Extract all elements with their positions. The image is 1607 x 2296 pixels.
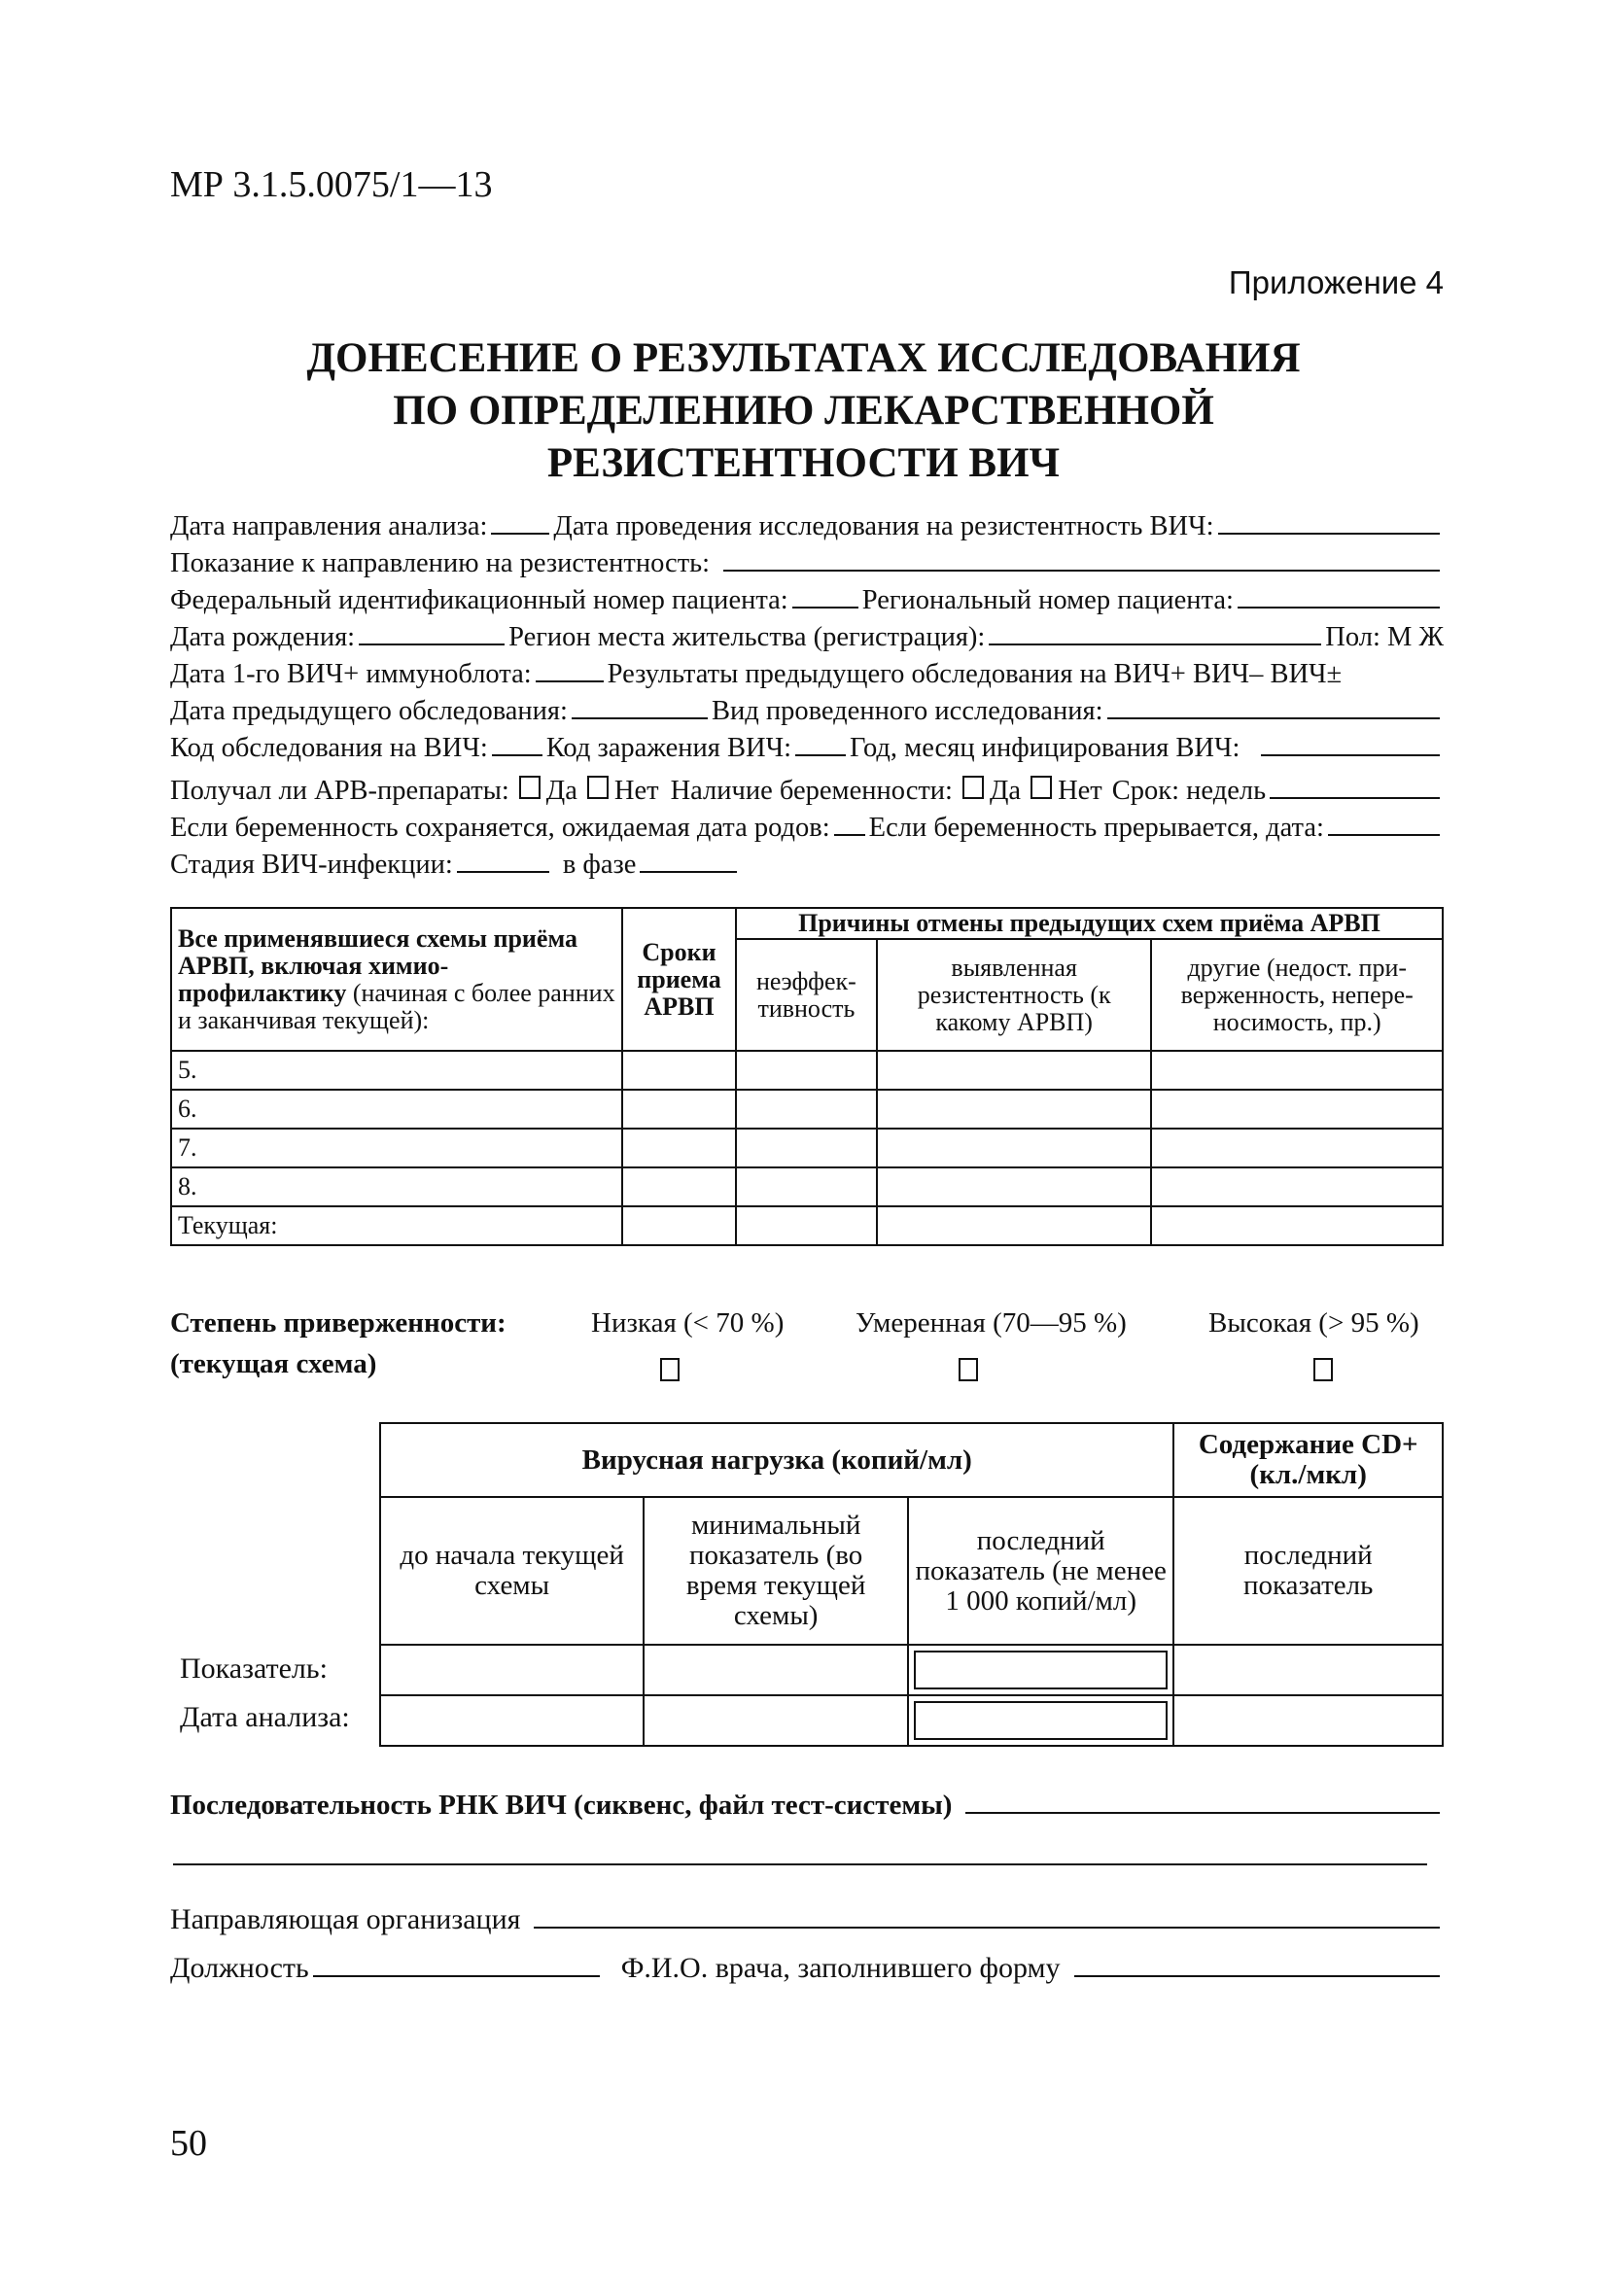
latest-value-header: последний показатель (не менее 1 000 копий/мл) xyxy=(908,1497,1173,1645)
arv-yes-label: Да xyxy=(545,776,577,806)
arv-received-label: Получал ли АРВ-препараты: xyxy=(170,776,509,806)
resistance-cell[interactable] xyxy=(877,1090,1152,1129)
reason-other-header: другие (недост. при-верженность, непере-носимость, пр.) xyxy=(1151,939,1443,1051)
table-row xyxy=(380,1645,1443,1695)
region-field[interactable] xyxy=(989,618,1321,645)
regional-id-field[interactable] xyxy=(1238,581,1440,609)
value-row-label: Показатель: xyxy=(180,1652,328,1685)
other-cell[interactable] xyxy=(1151,1090,1443,1129)
ineffective-cell[interactable] xyxy=(736,1167,877,1206)
other-cell[interactable] xyxy=(1151,1051,1443,1090)
arv-no-label: Нет xyxy=(613,776,659,806)
duration-cell[interactable] xyxy=(622,1206,736,1245)
resistance-cell[interactable] xyxy=(877,1206,1152,1245)
pregnancy-no-label: Нет xyxy=(1058,776,1102,806)
prev-exam-date-label: Дата предыдущего обследования: xyxy=(170,696,568,726)
adherence-label: Степень приверженности: xyxy=(170,1307,507,1339)
table-row xyxy=(171,1129,1443,1167)
stage-field[interactable] xyxy=(457,846,549,873)
referral-date-label: Дата направления анализа: xyxy=(170,511,488,541)
term-label: Срок: недель xyxy=(1111,776,1267,806)
arv-yes-checkbox[interactable] xyxy=(519,776,541,799)
adherence-sublabel: (текущая схема) xyxy=(170,1348,377,1379)
page-number: 50 xyxy=(170,2123,207,2164)
adherence-low-label: Низкая (< 70 %) xyxy=(591,1307,785,1339)
duration-cell[interactable] xyxy=(622,1051,736,1090)
regimens-header xyxy=(171,908,622,1051)
duration-cell[interactable] xyxy=(622,1129,736,1167)
sequence-field-line-2[interactable] xyxy=(173,1863,1427,1865)
pregnancy-yes-checkbox[interactable] xyxy=(962,776,984,799)
regimen-cell[interactable]: 5. xyxy=(171,1051,622,1090)
duration-cell[interactable] xyxy=(622,1167,736,1206)
exam-type-label: Вид проведенного исследования: xyxy=(711,696,1103,726)
termination-date-field[interactable] xyxy=(1328,809,1440,836)
title-line-2: ПО ОПРЕДЕЛЕНИЮ ЛЕКАРСТВЕННОЙ xyxy=(393,388,1214,434)
ineffective-cell[interactable] xyxy=(736,1051,877,1090)
exam-type-field[interactable] xyxy=(1107,692,1441,719)
before-date-cell[interactable] xyxy=(380,1695,644,1746)
table-row xyxy=(171,1090,1443,1129)
signoff-section xyxy=(170,1896,1444,1993)
cd4-date-cell[interactable] xyxy=(1173,1695,1443,1746)
regional-id-label: Региональный номер пациента: xyxy=(861,585,1234,615)
page-title xyxy=(146,332,1461,490)
appendix-label: Приложение 4 xyxy=(1228,264,1444,300)
regimen-cell[interactable]: 6. xyxy=(171,1090,622,1129)
organization-field[interactable] xyxy=(534,1901,1440,1929)
adherence-section xyxy=(170,1307,1444,1389)
pregnancy-yes-label: Да xyxy=(989,776,1022,806)
adherence-moderate-checkbox[interactable] xyxy=(959,1358,978,1381)
sequence-section xyxy=(170,1784,1444,1826)
title-line-1: ДОНЕСЕНИЕ О РЕЗУЛЬТАТАХ ИССЛЕДОВАНИЯ xyxy=(306,335,1301,381)
federal-id-label: Федеральный идентификационный номер пациента: xyxy=(170,585,788,615)
table-row xyxy=(380,1695,1443,1746)
duration-cell[interactable] xyxy=(622,1090,736,1129)
reason-resistance-header: выявленная резистентность (к какому АРВП) xyxy=(877,939,1152,1051)
before-value-cell[interactable] xyxy=(380,1645,644,1695)
exam-code-field[interactable] xyxy=(492,729,542,756)
viral-load-header: Вирусная нагрузка (копий/мл) xyxy=(380,1423,1173,1497)
regimens-header-note: (начиная с более ранних и заканчивая текущей): xyxy=(178,978,615,1034)
indication-field[interactable] xyxy=(723,544,1440,572)
sequence-label: Последовательность РНК ВИЧ (сиквенс, файл тест-системы) xyxy=(170,1790,953,1821)
duration-header: Сроки приема АРВП xyxy=(622,908,736,1051)
cd4-latest-header: последний показатель xyxy=(1173,1497,1443,1645)
infection-date-label: Год, месяц инфицирования ВИЧ: xyxy=(850,733,1240,763)
adherence-low-checkbox[interactable] xyxy=(660,1358,680,1381)
title-line-3: РЕЗИСТЕНТНОСТИ ВИЧ xyxy=(546,440,1061,486)
adherence-high-label: Высокая (> 95 %) xyxy=(1208,1307,1419,1339)
infection-code-field[interactable] xyxy=(795,729,846,756)
latest-date-cell[interactable] xyxy=(908,1695,1173,1746)
before-regimen-header: до начала текущей схемы xyxy=(380,1497,644,1645)
term-field[interactable] xyxy=(1270,772,1440,799)
other-cell[interactable] xyxy=(1151,1129,1443,1167)
first-blot-date-field[interactable] xyxy=(536,655,604,682)
phase-field[interactable] xyxy=(640,846,737,873)
cd4-header: Содержание CD+ (кл./мкл) xyxy=(1173,1423,1443,1497)
resistance-test-date-field[interactable] xyxy=(1218,507,1440,535)
resistance-cell[interactable] xyxy=(877,1167,1152,1206)
federal-id-field[interactable] xyxy=(792,581,858,609)
viral-load-table xyxy=(379,1422,1444,1747)
exam-code-label: Код обследования на ВИЧ: xyxy=(170,733,488,763)
ineffective-cell[interactable] xyxy=(736,1129,877,1167)
reason-ineffective-header: неэффек-тивность xyxy=(736,939,877,1051)
arv-no-checkbox[interactable] xyxy=(587,776,609,799)
stage-label: Стадия ВИЧ-инфекции: xyxy=(170,850,453,880)
table-row xyxy=(171,1206,1443,1245)
patient-fields xyxy=(170,507,1444,883)
regimen-cell[interactable]: 7. xyxy=(171,1129,622,1167)
regimen-cell[interactable]: Текущая: xyxy=(171,1206,622,1245)
resistance-cell[interactable] xyxy=(877,1129,1152,1167)
birth-date-label: Дата рождения: xyxy=(170,622,356,652)
document-id: МР 3.1.5.0075/1—13 xyxy=(170,164,493,205)
cd4-value-cell[interactable] xyxy=(1173,1645,1443,1695)
resistance-cell[interactable] xyxy=(877,1051,1152,1090)
prev-exam-date-field[interactable] xyxy=(572,692,708,719)
indication-label: Показание к направлению на резистентность: xyxy=(170,548,711,578)
position-label: Должность xyxy=(170,1952,309,1984)
prev-results-label: Результаты предыдущего обследования на ВИЧ+ ВИЧ– ВИЧ± xyxy=(607,659,1343,689)
organization-label: Направляющая организация xyxy=(170,1903,521,1935)
due-date-field[interactable] xyxy=(834,809,865,836)
sex-label: Пол: М Ж xyxy=(1325,622,1444,652)
infection-date-field[interactable] xyxy=(1261,729,1440,756)
table-row xyxy=(171,1051,1443,1090)
resistance-test-date-label: Дата проведения исследования на резистентность ВИЧ: xyxy=(553,511,1214,541)
doctor-label: Ф.И.О. врача, заполнившего форму xyxy=(620,1952,1061,1984)
date-row-label: Дата анализа: xyxy=(180,1701,350,1733)
phase-label: в фазе xyxy=(562,850,637,880)
other-cell[interactable] xyxy=(1151,1206,1443,1245)
minimum-value-header: минимальный показатель (во время текущей схемы) xyxy=(644,1497,908,1645)
first-blot-date-label: Дата 1-го ВИЧ+ иммуноблота: xyxy=(170,659,532,689)
ineffective-cell[interactable] xyxy=(736,1090,877,1129)
adherence-high-checkbox[interactable] xyxy=(1313,1358,1333,1381)
other-cell[interactable] xyxy=(1151,1167,1443,1206)
latest-value-cell[interactable] xyxy=(908,1645,1173,1695)
table-row xyxy=(171,1167,1443,1206)
pregnancy-no-checkbox[interactable] xyxy=(1031,776,1052,799)
region-label: Регион места жительства (регистрация): xyxy=(508,622,986,652)
adherence-moderate-label: Умеренная (70—95 %) xyxy=(856,1307,1127,1339)
minimum-value-cell[interactable] xyxy=(644,1645,908,1695)
regimens-table xyxy=(170,907,1444,1246)
regimen-cell[interactable]: 8. xyxy=(171,1167,622,1206)
pregnancy-ended-label: Если беременность прерывается, дата: xyxy=(868,813,1324,843)
referral-date-field[interactable] xyxy=(491,507,549,535)
infection-code-label: Код заражения ВИЧ: xyxy=(545,733,792,763)
reasons-header: Причины отмены предыдущих схем приёма АРВП xyxy=(736,908,1443,939)
position-field[interactable] xyxy=(313,1950,600,1977)
ineffective-cell[interactable] xyxy=(736,1206,877,1245)
regimens-header-bold: Все применявшиеся схемы приёма АРВП, включая химио-профилактику xyxy=(178,923,577,1007)
doctor-field[interactable] xyxy=(1074,1950,1440,1977)
minimum-date-cell[interactable] xyxy=(644,1695,908,1746)
birth-date-field[interactable] xyxy=(359,618,505,645)
sequence-field[interactable] xyxy=(965,1787,1440,1814)
pregnancy-kept-label: Если беременность сохраняется, ожидаемая дата родов: xyxy=(170,813,830,843)
pregnancy-label: Наличие беременности: xyxy=(670,776,953,806)
